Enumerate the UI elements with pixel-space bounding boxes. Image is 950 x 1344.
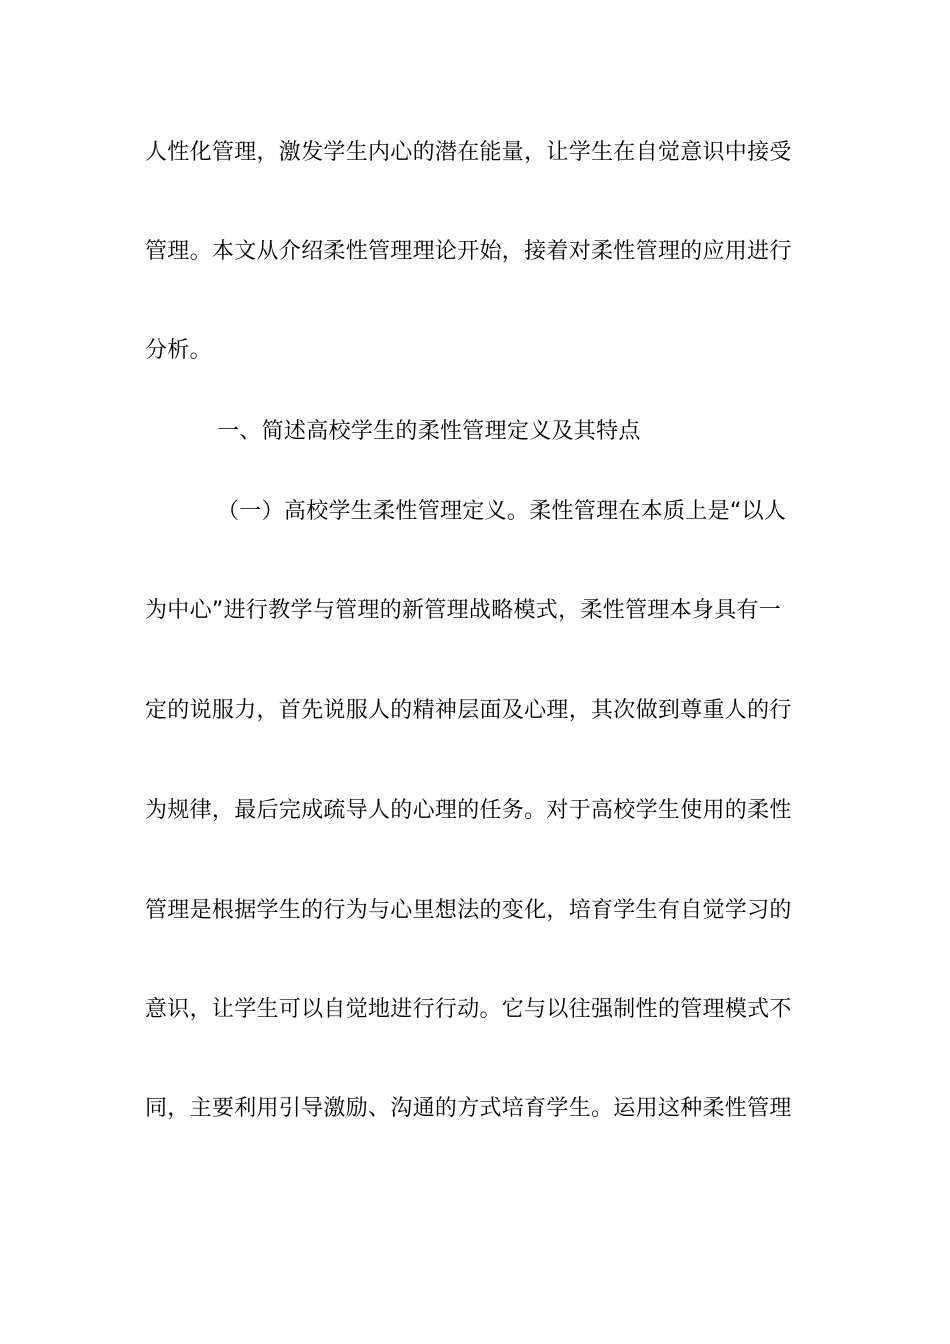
paragraph-line: 同，主要利用引导激励、沟通的方式培育学生。运用这种柔性管理 — [145, 1096, 792, 1121]
paragraph-line: 意识，让学生可以自觉地进行行动。它与以往强制性的管理模式不 — [145, 997, 792, 1022]
paragraph-line: （一）高校学生柔性管理定义。柔性管理在本质上是“以人 — [217, 499, 787, 524]
paragraph-line: 为中心”进行教学与管理的新管理战略模式，柔性管理本身具有一 — [145, 598, 782, 623]
paragraph-line: 人性化管理，激发学生内心的潜在能量，让学生在自觉意识中接受 — [145, 140, 792, 165]
paragraph-line: 为规律，最后完成疏导人的心理的任务。对于高校学生使用的柔性 — [145, 798, 792, 823]
paragraph-line: 定的说服力，首先说服人的精神层面及心理，其次做到尊重人的行 — [145, 698, 792, 723]
paragraph-line: 管理。本文从介绍柔性管理理论开始，接着对柔性管理的应用进行 — [145, 239, 792, 264]
paragraph-line: 分析。 — [145, 338, 212, 363]
section-heading: 一、简述高校学生的柔性管理定义及其特点 — [217, 419, 641, 444]
paragraph-line: 管理是根据学生的行为与心里想法的变化，培育学生有自觉学习的 — [145, 898, 792, 923]
